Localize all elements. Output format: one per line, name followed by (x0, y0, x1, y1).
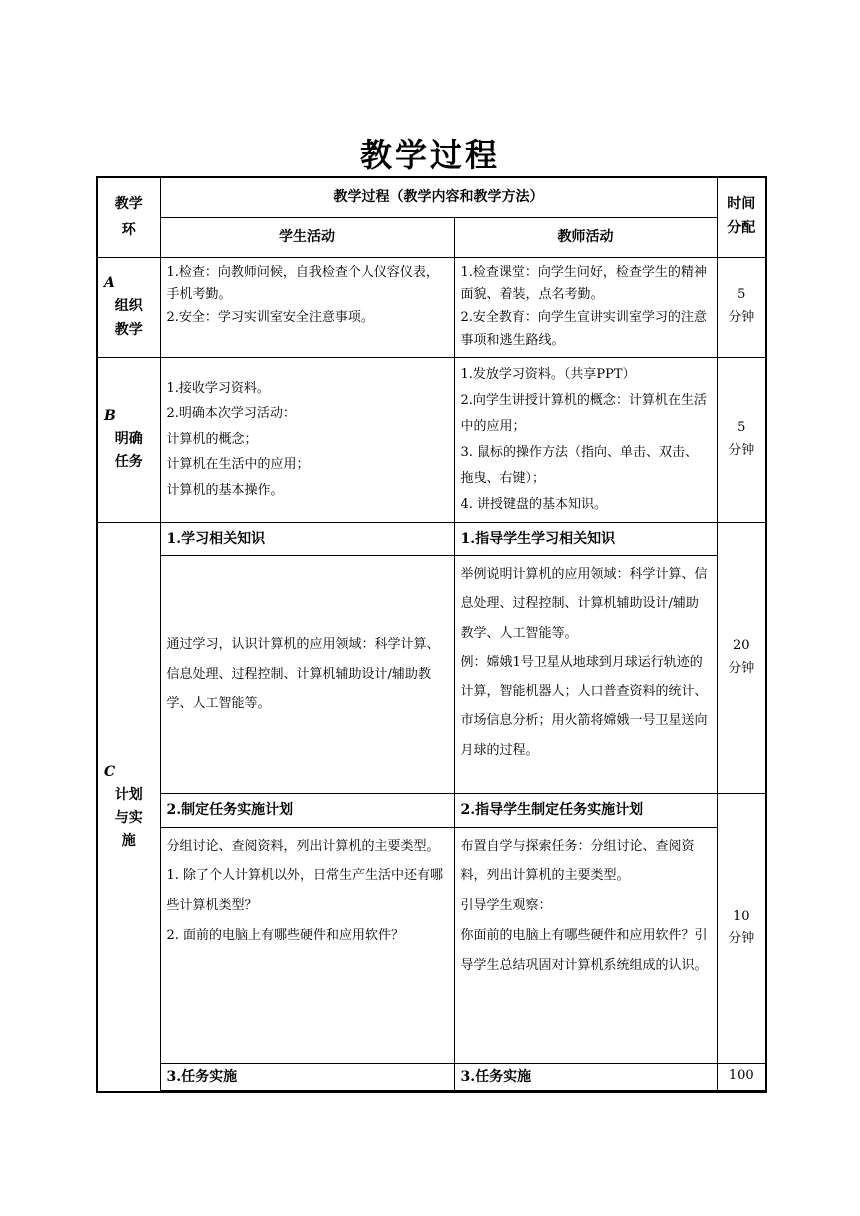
text-line: 你面前的电脑上有哪些硬件和应用软件？引导学生总结巩固对计算机系统组成的认识。 (460, 928, 708, 974)
text-line: 1. 除了个人计算机以外，日常生产生活中还有哪些计算机类型？ (166, 868, 444, 914)
text-line: 计算机的基本操作。 (166, 482, 284, 498)
header-process: 教学过程（教学内容和教学方法） (160, 177, 717, 217)
text-line: 1.发放学习资料。（共享PPT） (460, 366, 636, 382)
text-line: 2.明确本次学习活动： (166, 406, 296, 422)
teacher-subheading: 1.指导学生学习相关知识 (454, 522, 717, 556)
student-activity (160, 357, 454, 522)
teacher-subheading: 3.任务实施 (454, 1063, 717, 1091)
header-teacher: 教师活动 (454, 217, 717, 257)
student-activity (160, 827, 454, 1063)
stage-label: 组织教学 (114, 298, 143, 338)
stage-letter: B (104, 407, 116, 424)
time-value: 100 (717, 1063, 766, 1091)
time-value: 5 (737, 419, 746, 435)
student-subheading: 2.制定任务实施计划 (160, 794, 454, 828)
text-line: 2.安全教育：向学生宣讲实训室学习的注意事项和逃生路线。 (460, 310, 707, 348)
stage-label: 明确任务 (114, 430, 143, 471)
text-line: 1.接收学习资料。 (166, 381, 270, 397)
text-line: 分组讨论、查阅资料，列出计算机的主要类型。 (166, 838, 440, 854)
text-line: 2.安全：学习实训室安全注意事项。 (166, 310, 374, 325)
text-line: 1.检查：向教师问候，自我检查个人仪容仪表，手机考勤。 (166, 264, 439, 303)
text-line: 2. 面前的电脑上有哪些硬件和应用软件？ (166, 928, 405, 944)
text-line: 2.向学生讲授计算机的概念：计算机在生活中的应用； (460, 392, 707, 434)
time-cell (717, 257, 766, 357)
text-line: 举例说明计算机的应用领域：科学计算、信息处理、过程控制、计算机辅助设计/辅助教学、人工智能等。 (460, 567, 708, 641)
teacher-activity (454, 257, 717, 357)
page-title: 教学过程 (359, 136, 500, 174)
time-unit: 分钟 (728, 660, 755, 676)
time-unit: 分钟 (728, 931, 755, 947)
text-line: 4. 讲授键盘的基本知识。 (460, 496, 608, 512)
stage-c-cell (97, 522, 160, 1092)
time-cell (717, 794, 766, 1064)
lesson-table (96, 176, 767, 1093)
text-line: 1.检查课堂：向学生问好，检查学生的精神面貌、着装，点名考勤。 (460, 264, 707, 303)
text-line: 布置自学与探索任务：分组讨论、查阅资料，列出计算机的主要类型。 (460, 838, 695, 884)
stage-a-cell (97, 257, 160, 357)
text-line: 3. 鼠标的操作方法（指向、单击、双击、拖曳、右键）； (460, 444, 699, 486)
time-value: 5 (737, 287, 746, 303)
student-subheading: 1.学习相关知识 (160, 522, 454, 556)
header-stage: 教学环 (97, 177, 160, 257)
teacher-activity (454, 556, 717, 794)
teacher-subheading: 2.指导学生制定任务实施计划 (454, 794, 717, 828)
stage-b-cell (97, 357, 160, 522)
student-activity (160, 556, 454, 794)
time-value: 20 (732, 638, 750, 653)
text-line: 计算机在生活中的应用； (166, 457, 310, 473)
stage-letter: A (104, 275, 115, 292)
stage-label: 计划与实施 (114, 786, 143, 849)
time-cell (717, 522, 766, 794)
text-line: 引导学生观察： (460, 898, 552, 914)
stage-letter: C (104, 763, 116, 780)
student-activity (160, 257, 454, 357)
text-line: 计算机的概念； (166, 431, 258, 447)
time-unit: 分钟 (728, 442, 755, 458)
student-subheading: 3.任务实施 (160, 1063, 454, 1091)
time-cell (717, 357, 766, 522)
time-value: 10 (732, 908, 750, 924)
header-student: 学生活动 (160, 217, 454, 257)
teacher-activity (454, 827, 717, 1063)
text-line: 例：嫦娥1号卫星从地球到月球运行轨迹的计算，智能机器人；人口普查资料的统计、市场信息分析；用火箭将嫦娥一号卫星送向月球的过程。 (460, 654, 708, 758)
teacher-activity (454, 357, 717, 522)
header-time: 时间分配 (717, 177, 766, 257)
spacer (160, 1091, 766, 1093)
time-unit: 分钟 (728, 310, 755, 325)
text-line: 通过学习，认识计算机的应用领域：科学计算、信息处理、过程控制、计算机辅助设计/辅助教学、人工智能等。 (166, 636, 440, 712)
